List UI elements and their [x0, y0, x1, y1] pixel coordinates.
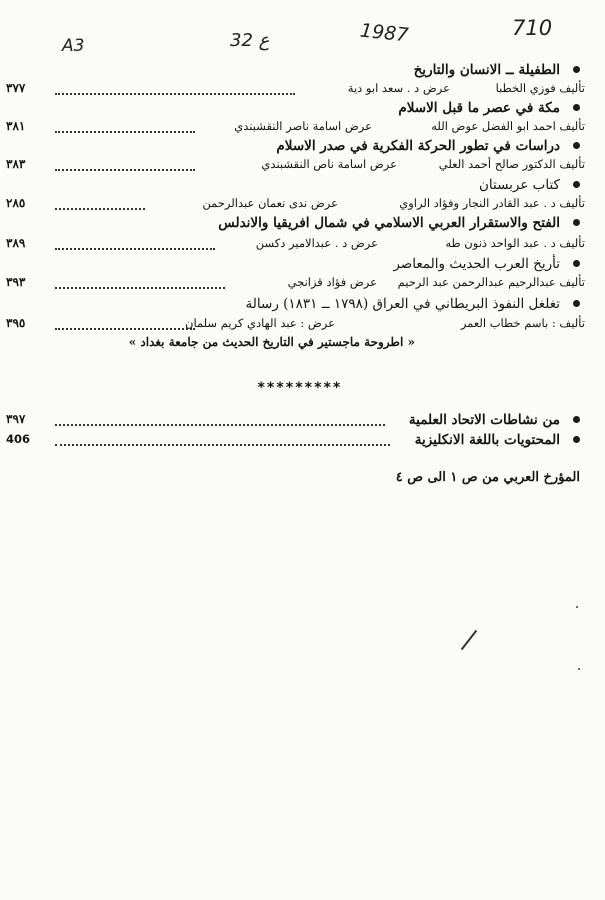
- entry-author: تأليف الدكتور صالح أحمد العلي: [438, 157, 585, 171]
- extra-title: المحتويات باللغة الانكليزية: [414, 432, 560, 448]
- entry-page-number: ٣٧٧: [6, 81, 26, 95]
- toc-entry-credit-row: [0, 157, 605, 177]
- dot-leader: [55, 424, 385, 426]
- entry-reviewer: عرض اسامة ناصر النقشبندي: [234, 119, 372, 133]
- entry-author: تأليف د . عبد القادر النجار وفؤاد الراوي: [399, 196, 585, 210]
- section-separator: *********: [257, 380, 342, 396]
- toc-entry-credit-row: [0, 81, 605, 101]
- bullet-icon: [573, 219, 580, 226]
- handwritten-shelf-code: 32 ع: [230, 30, 270, 51]
- handwritten-number: 710: [512, 16, 553, 40]
- bullet-icon: [573, 436, 580, 443]
- toc-entry-credit-row: [0, 316, 605, 336]
- entry-title: الطفيلة ــ الانسان والتاريخ: [413, 62, 560, 78]
- entry-author: تأليف فوزي الخطبا: [495, 81, 585, 95]
- toc-entry-title-row: [0, 256, 605, 276]
- entry-author: تأليف : باسم خطاب العمر: [460, 316, 585, 330]
- entry-title: الفتح والاستقرار العربي الاسلامي في شمال افريقيا والاندلس: [218, 215, 560, 231]
- entry-author: تأليف د . عبد الواحد ذنون طه: [445, 236, 585, 250]
- dot-leader: [55, 444, 390, 446]
- toc-entry-title-row: [0, 215, 605, 235]
- entry-title: تأريخ العرب الحديث والمعاصر: [393, 256, 560, 272]
- scan-dot: [576, 606, 578, 608]
- bullet-icon: [573, 181, 580, 188]
- scan-mark: [461, 630, 477, 650]
- bullet-icon: [573, 260, 580, 267]
- entry-page-number: ٣٨١: [6, 119, 26, 133]
- toc-entry-title-row: [0, 62, 605, 82]
- entry-title: كتاب عربستان: [478, 177, 560, 193]
- entry-reviewer: عرض د . عبدالامير دكسن: [255, 236, 378, 250]
- bullet-icon: [573, 300, 580, 307]
- handwritten-code-a3: A3: [62, 36, 85, 56]
- toc-entry-title-row: [0, 138, 605, 158]
- toc-extra-row: [0, 432, 605, 452]
- toc-entry-title-row: [0, 296, 605, 316]
- entry-title: دراسات في تطور الحركة الفكرية في صدر الاسلام: [276, 138, 560, 154]
- toc-entry-title-row: [0, 100, 605, 120]
- entry-author: تأليف عبدالرحيم عبدالرحمن عبد الرحيم: [397, 275, 585, 289]
- dot-leader: [55, 328, 195, 330]
- toc-entry-credit-row: [0, 236, 605, 256]
- entry-page-number: ٢٨٥: [6, 196, 26, 210]
- bullet-icon: [573, 66, 580, 73]
- dot-leader: [55, 93, 295, 95]
- dot-leader: [55, 169, 195, 171]
- entry-reviewer: عرض ندى نعمان عبدالرحمن: [202, 196, 338, 210]
- handwritten-year: 1987: [358, 19, 410, 47]
- entry-page-number: ٣٨٣: [6, 157, 26, 171]
- entry-page-number: ٣٨٩: [6, 236, 26, 250]
- dot-leader: [55, 208, 145, 210]
- bullet-icon: [573, 104, 580, 111]
- dot-leader: [55, 287, 225, 289]
- toc-extra-row: [0, 412, 605, 432]
- bullet-icon: [573, 142, 580, 149]
- toc-entry-credit-row: [0, 196, 605, 216]
- entry-author: تأليف احمد ابو الفضل عوض الله: [431, 119, 585, 133]
- dot-leader: [55, 131, 195, 133]
- entry-reviewer: عرض اسامة ناص النقشبندي: [261, 157, 397, 171]
- entry-title: مكة في عصر ما قبل الاسلام: [398, 100, 560, 116]
- toc-entry-note-row: [0, 335, 605, 355]
- extra-page-number: ٣٩٧: [6, 412, 26, 426]
- toc-entry-credit-row: [0, 119, 605, 139]
- entry-page-number: ٣٩٣: [6, 275, 26, 289]
- footer-citation: المؤرخ العربي من ص ١ الى ص ٤: [395, 470, 580, 485]
- entry-note: « اطروحة ماجستير في التاريخ الحديث من جامعة بغداد »: [128, 335, 415, 349]
- toc-entry-credit-row: [0, 275, 605, 295]
- dot-leader: [55, 248, 215, 250]
- extra-page-number: 406: [6, 432, 31, 446]
- entry-page-number: ٣٩٥: [6, 316, 26, 330]
- entry-reviewer: عرض د . سعد ابو دية: [347, 81, 450, 95]
- entry-reviewer: عرض : عبد الهادي كريم سلمان: [185, 316, 335, 330]
- entry-reviewer: عرض فؤاد قزانجي: [287, 275, 377, 289]
- entry-title: تغلغل النفوذ البريطاني في العراق (١٧٩٨ ــ ١٨٣١) رسالة: [245, 296, 560, 312]
- scan-dot: [578, 668, 580, 670]
- extra-title: من نشاطات الاتحاد العلمية: [408, 412, 560, 428]
- bullet-icon: [573, 416, 580, 423]
- toc-entry-title-row: [0, 177, 605, 197]
